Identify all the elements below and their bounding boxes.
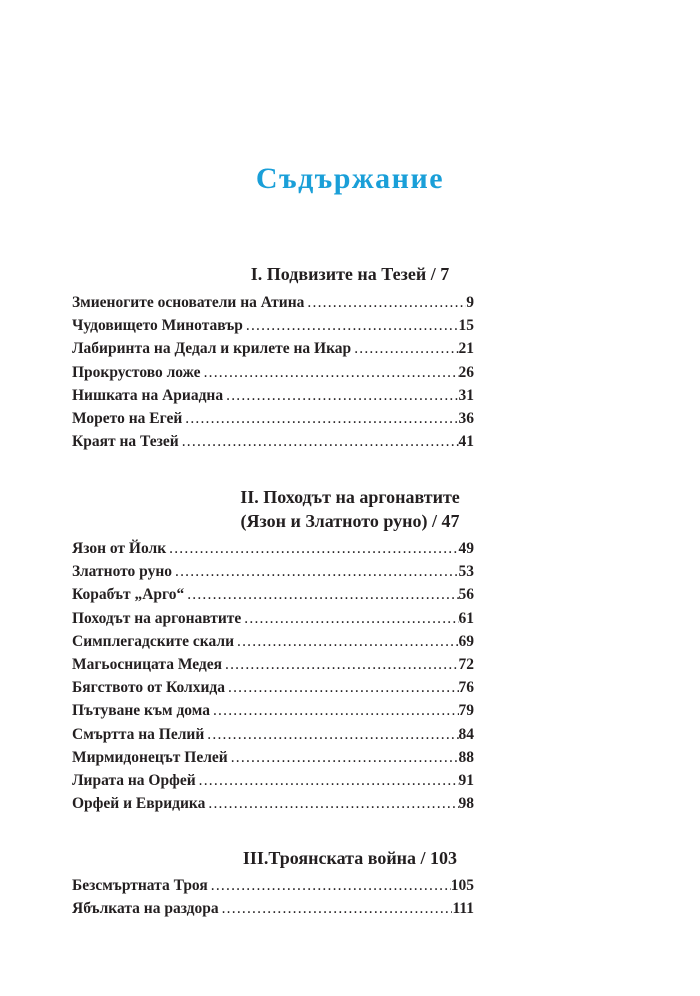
toc-leader [246,317,459,335]
toc-entry [72,656,474,679]
toc-entry-title: Симплегадските скали [72,632,235,650]
toc-page-number: 53 [458,563,474,581]
toc-leader [228,679,458,697]
page-title: Съдържание [255,162,445,195]
toc-page-number: 79 [458,702,474,720]
toc-entry-title: Лирата на Орфей [72,771,196,789]
toc-leader [199,772,459,790]
toc-leader [226,387,458,405]
toc-entry [72,702,474,725]
toc-leader [213,702,459,720]
toc-leader [307,294,466,312]
toc-page-number: 26 [458,363,474,381]
toc-page-number: 36 [458,409,474,427]
toc-leader [211,877,451,895]
toc-entry [72,726,474,749]
toc-list-section-1 [72,294,474,456]
toc-entry-title: Ябълката на раздора [72,900,219,918]
toc-leader [207,726,458,744]
toc-entry-title: Прокрустово ложе [72,363,201,381]
toc-entry-title: Пътуване към дома [72,702,210,720]
toc-entry [72,563,474,586]
toc-page-number: 111 [452,900,474,918]
toc-entry-title: Магьосницата Медея [72,655,223,673]
toc-entry-title: Краят на Тезей [72,433,179,451]
toc-page-number: 72 [458,655,474,673]
toc-entry [72,364,474,387]
toc-leader [204,364,459,382]
toc-page-number: 21 [458,340,474,358]
toc-entry-title: Златното руно [72,563,172,581]
toc-page-number: 69 [458,632,474,650]
toc-leader [208,795,458,813]
toc-leader [225,656,458,674]
toc-entry-title: Чудовището Минотавър [72,317,243,335]
toc-leader [222,900,453,918]
toc-entry-title: Безсмъртната Троя [72,877,208,894]
toc-page-number: 88 [458,748,474,766]
toc-entry [72,387,474,410]
toc-entry-title: Лабиринта на Дедал и крилете на Икар [72,340,352,358]
toc-entry [72,772,474,795]
toc-entry [72,410,474,433]
toc-leader [175,563,459,581]
section-heading-line: III.Троянската война / 103 [242,848,458,868]
section-heading-2 [0,485,700,533]
toc-page-number: 31 [458,386,474,404]
toc-leader [187,586,458,604]
section-heading-3 [0,846,700,870]
toc-entry [72,340,474,363]
toc-page-number: 76 [458,679,474,697]
toc-entry-title: Язон от Йолк [72,540,167,557]
toc-list-section-3 [72,877,474,923]
toc-page-number: 61 [458,609,474,627]
toc-page-number: 105 [450,877,474,894]
toc-entry [72,795,474,818]
toc-list-section-2 [72,540,474,818]
section-heading-line: II. Походът на аргонавтите [240,487,460,507]
toc-leader [185,410,458,428]
toc-page-number: 49 [458,540,474,557]
toc-leader [354,340,458,358]
toc-entry-title: Походът на аргонавтите [72,609,242,627]
section-heading-line: I. Подвизите на Тезей / 7 [250,264,450,284]
toc-entry [72,317,474,340]
toc-page-number: 98 [458,795,474,813]
toc-entry-title: Змиеногите основатели на Атина [72,294,305,311]
toc-page-number: 15 [458,317,474,335]
toc-entry [72,900,474,923]
toc-entry [72,540,474,563]
toc-page-number: 41 [458,433,474,451]
toc-entry [72,294,474,317]
toc-entry-title: Морето на Егей [72,409,183,427]
toc-entry [72,433,474,456]
toc-entry-title: Бягството от Колхида [72,679,226,697]
toc-entry-title: Орфей и Евридика [72,795,206,813]
toc-page-number: 84 [458,725,474,743]
toc-page-number: 9 [466,294,474,311]
toc-entry [72,749,474,772]
toc-entry-title: Корабът „Арго“ [72,586,185,604]
toc-entry [72,633,474,656]
toc-entry-title: Нишката на Ариадна [72,386,224,404]
toc-page-number: 91 [458,771,474,789]
toc-leader [231,749,459,767]
section-heading-1 [0,262,700,286]
toc-entry-title: Мирмидонецът Пелей [72,748,228,766]
toc-leader [169,540,458,558]
toc-entry [72,679,474,702]
toc-entry [72,877,474,900]
toc-leader [244,610,458,628]
section-heading-line: (Язон и Златното руно) / 47 [240,511,460,531]
toc-entry [72,586,474,609]
toc-page-number: 56 [458,586,474,604]
toc-entry [72,610,474,633]
toc-entry-title: Смъртта на Пелий [72,725,205,743]
toc-leader [237,633,458,651]
toc-leader [182,433,459,451]
